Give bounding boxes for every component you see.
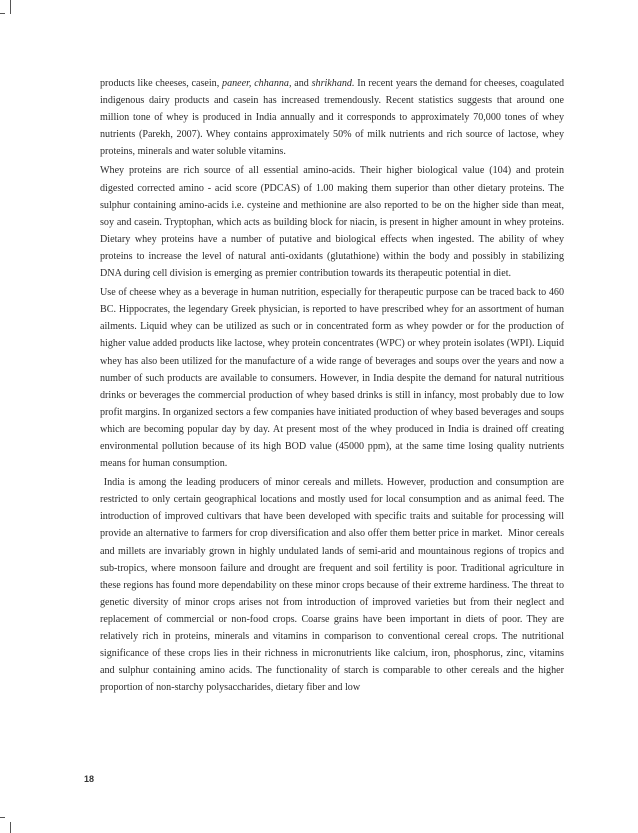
italic-term: shrikhand.: [311, 78, 355, 89]
crop-mark-bottom-left-horizontal: [0, 817, 5, 818]
text-run: and: [291, 78, 312, 89]
italic-term: paneer, chhanna,: [222, 78, 292, 89]
paragraph-minor-cereals: India is among the leading producers of minor cereals and millets. However, production and consumption are restricted to only certain geographical locations and mostly used for local consumption and as animal feed. The introduction of improved cultivars that have been developed with specific traits and suitable for processing will provide an alternative to farmers for crop diversification and also offer them better price in market. Minor cereals and millets are invariably grown in highly undulated lands of semi-arid and mountainous regions of tropics and sub-tropics, where monsoon failure and drought are frequent and soil fertility is poor. Traditional agriculture in these regions has found more dependability on these minor crops because of their extreme hardiness. The threat to genetic diversity of minor crops arises not from introduction of improved varieties but from their neglect and replacement of commercial or non-food crops. Coarse grains have been important in diets of poor. They are relatively rich in proteins, minerals and vitamins in comparison to conventional cereal crops. The nutritional significance of these crops lies in their richness in micronutrients like calcium, iron, phosphorus, zinc, vitamins and sulphur containing amino acids. The functionality of starch is comparable to other cereals and the higher proportion of non-starchy polysaccharides, dietary fiber and low: [100, 477, 567, 694]
paragraph-whey-proteins: Whey proteins are rich source of all essential amino-acids. Their higher biological value (104) and protein digested corrected amino - acid score (PDCAS) of 1.00 making them superior than other dietary proteins. The sulphur containing amino-acids i.e. cysteine and methionine are also reported to be on the higher side than meat, soy and casein. Tryptophan, which acts as building block for niacin, is present in higher amount in whey proteins. Dietary whey proteins have a number of putative and biological effects when ingested. The ability of whey proteins to increase the level of natural anti-oxidants (glutathione) within the body and possibly in stabilizing DNA during cell division is emerging as premier contribution towards its therapeutic potential in diet.: [100, 165, 564, 280]
text-run: products like cheeses, casein,: [100, 78, 223, 89]
paragraph-cheese-whey-beverage: Use of cheese whey as a beverage in human nutrition, especially for therapeutic purpose can be traced back to 460 BC. Hippocrates, the legendary Greek physician, is reported to have prescribed whey for an assortment of human ailments. Liquid whey can be utilized as such or in concentrated form as whey powder or for the production of higher value added products like lactose, whey protein concentrates (WPC) or whey protein isolates (WPI). Liquid whey has also been utilized for the manufacture of a wide range of beverages and soups over the years and now a number of such products are available to consumers. However, in India despite the demand for natural nutritious drinks or beverages the commercial production of whey based drinks is still in infancy, most probably due to low profit margins. In organized sectors a few companies have initiated production of whey based beverages and soups which are becoming popular day by day. At present most of the whey produced in India is drained off creating environmental pollution because of its high BOD value (45000 ppm), at the same time losing quality nutrients means for human consumption.: [100, 287, 564, 470]
crop-mark-top-left-horizontal: [0, 13, 5, 14]
text-run: In recent years the demand for cheeses, coagulated indigenous dairy products and casein has increased tremendously. Recent statistics suggests that around one million tone of whey is produced in India annually and it corresponds to approximately 70,000 tones of whey nutrients (Parekh, 2007). Whey contains approximately 50% of milk nutrients and rich source of lactose, whey proteins, minerals and water soluble vitamins.: [100, 78, 565, 158]
crop-mark-bottom-left-vertical: [10, 822, 11, 833]
page-number: 18: [84, 774, 95, 784]
body-text: [100, 75, 567, 698]
crop-mark-top-left-vertical: [10, 0, 11, 14]
paragraph-whey-production: [100, 75, 564, 160]
